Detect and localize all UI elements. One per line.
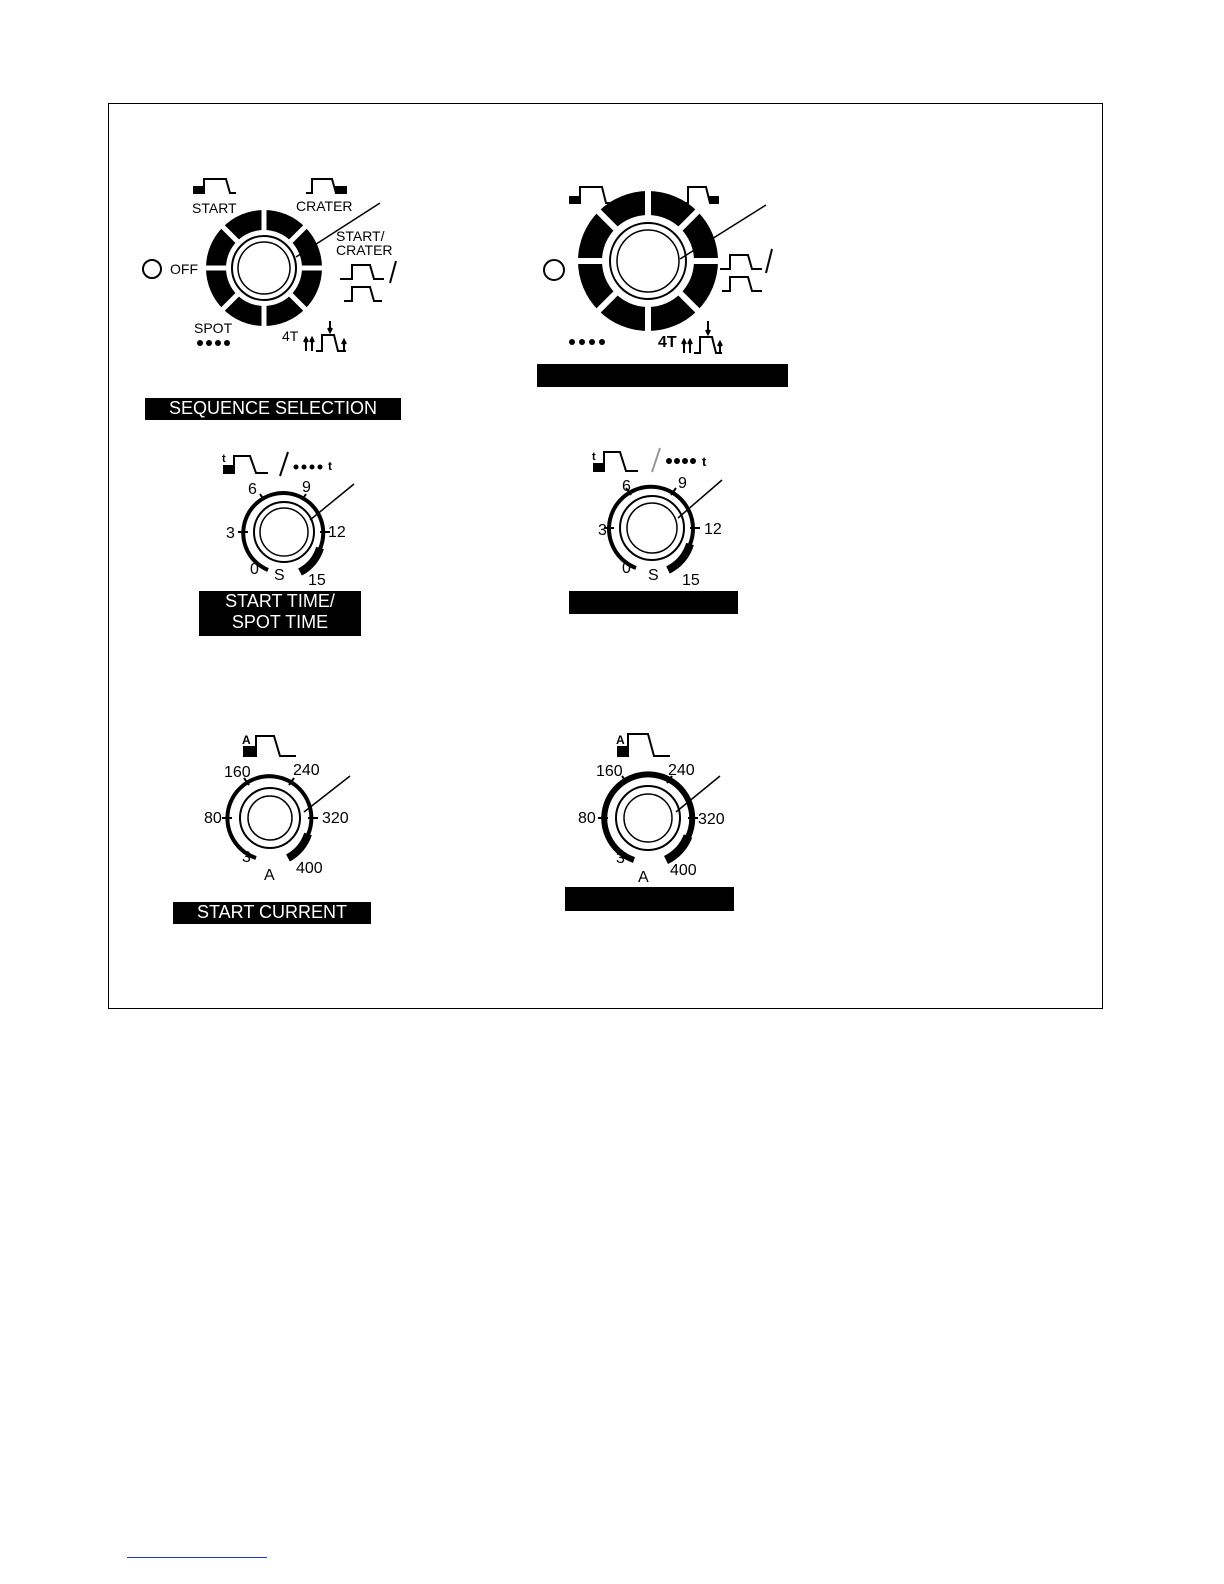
start-time-panel-blank [584, 446, 744, 591]
spot-label: SPOT [194, 320, 233, 336]
start-waveform-icon [570, 187, 612, 203]
crater-waveform-icon [306, 179, 346, 193]
4t-label: 4T [658, 334, 677, 351]
spot-dots-icon [294, 459, 333, 473]
start-time-caption [199, 591, 361, 636]
start-time-caption-line1: START TIME/ [225, 591, 335, 611]
unit-s: S [274, 567, 285, 584]
start-time-caption-blank [569, 591, 738, 614]
tick-3: 3 [598, 522, 607, 539]
tick-320: 320 [322, 810, 349, 827]
tick-80: 80 [578, 810, 596, 827]
4t-waveform-icon [304, 321, 346, 351]
start-current-caption-blank [565, 887, 734, 911]
svg-text:t: t [222, 453, 226, 465]
tick-160: 160 [596, 763, 623, 780]
tick-3: 3 [616, 850, 625, 867]
tick-160: 160 [224, 764, 251, 781]
off-indicator-icon [544, 260, 564, 280]
crater-waveform-icon [682, 187, 718, 203]
start-current-knob[interactable] [598, 774, 698, 860]
tick-12: 12 [704, 521, 722, 538]
4t-waveform-icon [682, 321, 722, 353]
start-current-knob[interactable] [222, 776, 318, 858]
start-waveform-icon [194, 179, 236, 193]
tick-9: 9 [302, 479, 311, 496]
tick-80: 80 [204, 810, 222, 827]
sequence-selection-caption-blank [537, 364, 788, 387]
start-time-caption-line2: SPOT TIME [231, 612, 329, 632]
svg-text:t: t [702, 454, 707, 469]
footer-link-underline [127, 1557, 267, 1558]
sequence-selection-panel-blank [530, 175, 800, 365]
tick-9: 9 [678, 475, 687, 492]
sequence-selector-knob[interactable] [576, 189, 720, 333]
svg-text:A: A [242, 733, 251, 747]
tick-400: 400 [670, 862, 697, 879]
svg-text:A: A [616, 733, 625, 747]
tick-400: 400 [296, 860, 323, 877]
svg-text:t: t [592, 451, 596, 463]
start-crater-waveform-icon [720, 249, 772, 291]
spot-dots-icon [666, 454, 707, 469]
sequence-selection-panel [130, 165, 420, 365]
unit-s: S [648, 567, 659, 584]
start-current-caption: START CURRENT [173, 902, 371, 924]
tick-240: 240 [668, 762, 695, 779]
tick-240: 240 [293, 762, 320, 779]
unit-a: A [638, 869, 649, 885]
tick-0: 0 [622, 560, 631, 577]
start-current-panel-blank [574, 730, 744, 885]
crater-label: CRATER [296, 198, 353, 214]
tick-15: 15 [308, 572, 326, 589]
off-label: OFF [170, 261, 198, 277]
pointer-arrow [310, 484, 354, 520]
tick-0: 0 [250, 561, 259, 578]
current-waveform-icon [616, 733, 670, 756]
start-time-knob[interactable] [604, 487, 700, 570]
time-waveform-icon [592, 448, 660, 472]
tick-3: 3 [226, 525, 235, 542]
unit-a: A [264, 867, 275, 884]
tick-6: 6 [248, 481, 257, 498]
pointer-arrow [304, 776, 350, 812]
start-current-panel [200, 730, 370, 885]
start-crater-label-2: CRATER [336, 242, 393, 258]
tick-12: 12 [328, 524, 346, 541]
sequence-selector-knob[interactable] [204, 208, 324, 328]
tick-6: 6 [622, 478, 631, 495]
spot-dots-icon [197, 340, 230, 346]
tick-3: 3 [242, 849, 251, 866]
start-crater-label-1: START/ [336, 228, 385, 244]
off-indicator-icon [143, 260, 161, 278]
4t-label: 4T [282, 328, 299, 344]
tick-15: 15 [682, 572, 700, 589]
tick-320: 320 [698, 811, 725, 828]
start-label: START [192, 200, 237, 216]
svg-text:t: t [328, 459, 332, 473]
current-waveform-icon [242, 733, 296, 756]
start-crater-waveform-icon [340, 261, 396, 301]
time-waveform-icon [222, 452, 288, 476]
spot-dots-icon [569, 339, 605, 345]
sequence-selection-caption: SEQUENCE SELECTION [145, 398, 401, 420]
start-time-panel [210, 448, 370, 593]
